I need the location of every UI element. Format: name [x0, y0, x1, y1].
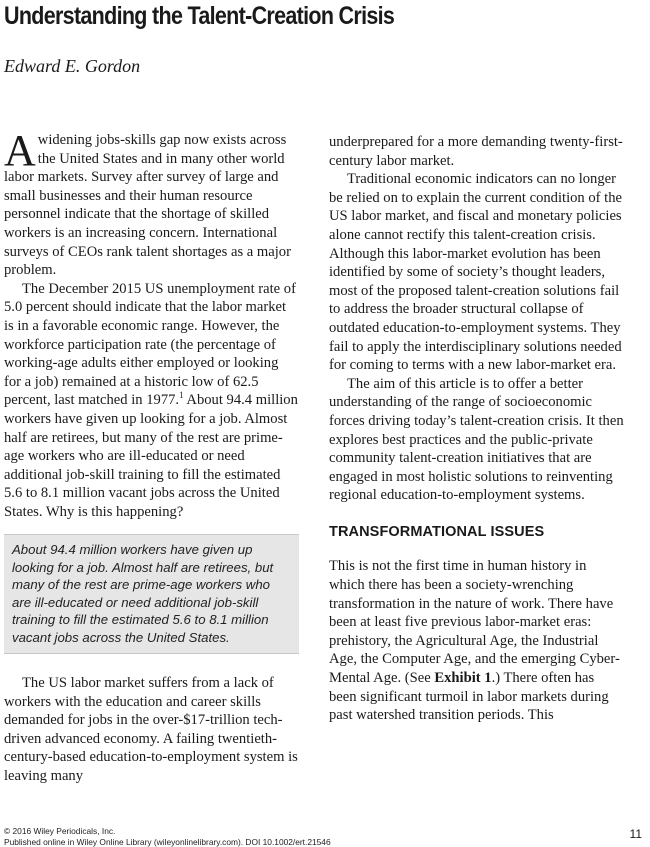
- transformation-paragraph: [329, 557, 624, 724]
- section-heading: TRANSFORMATIONAL ISSUES: [329, 523, 545, 540]
- intro-text: widening jobs-skills gap now exists across the United States and in many other world labor markets. Survey after survey of large and small businesses and their human resource personnel indicate that the shortage of skilled workers is an increasing concern. International surveys of CEOs rank talent shortages as a major problem.: [4, 132, 291, 279]
- author-name: Edward E. Gordon: [4, 56, 141, 76]
- article-title: Understanding the Talent-Creation Crisis: [4, 2, 395, 30]
- indicators-paragraph: Traditional economic indicators can no longer be relied on to explain the current condition of the US labor market, and fiscal and monetary policies alone cannot rectify this talent-creation crisis. Although this labor-market evolution has been identified by some of society’s thought leaders, most of the proposed talent-creation solutions fail to address the broader structural collapse of outdated education-to-employment systems. They fail to apply the interdisciplinary solutions needed for coming to terms with a new labor-market era.: [329, 171, 622, 374]
- unemployment-text-a: The December 2015 US unemployment rate of 5.0 percent should indicate that the labor market is in a favorable economic range. However, the workforce participation rate (the percentage of working-age adults either employed or looking for a job) remained at a historic low of 62.5 percent, last matched in 1977.: [4, 280, 296, 409]
- pull-quote: About 94.4 million workers have given up looking for a job. Almost half are retirees, but many of the rest are prime-age workers who are ill-educated or need additional job-skill training to fill the estimated 5.6 to 8.1 million vacant jobs across the United States.: [4, 534, 299, 653]
- unemployment-paragraph: [4, 280, 299, 522]
- drop-cap: A: [4, 126, 36, 175]
- right-column: [329, 133, 624, 725]
- page-footer: [4, 826, 331, 847]
- footnote-marker[interactable]: 1: [179, 390, 184, 401]
- transformation-text-b: .) There often has been significant turmoil in labor markets during past watershed transition periods. This: [329, 670, 609, 724]
- exhibit-reference[interactable]: Exhibit 1: [434, 670, 492, 687]
- publication-line: Published online in Wiley Online Library (wileyonlinelibrary.com). DOI 10.1002/ert.21546: [4, 836, 331, 847]
- aim-paragraph: The aim of this article is to offer a better understanding of the range of socioeconomic forces driving today’s talent-creation crisis. It then explores best practices and the public-private community talent-creation initiatives that are engaged in most holistic solutions to reinventing regional education-to-employment systems.: [329, 375, 624, 504]
- unemployment-text-b: About 94.4 million workers have given up looking for a job. Almost half are retirees, but many of the rest are prime-age workers who are ill-educated or need additional job-skill training to fill the estimated 5.6 to 8.1 million vacant jobs across the United States. Why is this happening?: [4, 392, 298, 520]
- transformation-text-a: This is not the first time in human history in which there has been a society-wrenching transformation in the nature of work. There have been at least five previous labor-market eras: prehistory, the Agricultural Age, the Industrial Age, the Computer Age, and the emerging Cyber-Mental Age. (See: [329, 558, 620, 687]
- page-number: 11: [629, 827, 642, 841]
- continued-paragraph: underprepared for a more demanding twenty-first-century labor market.: [329, 134, 623, 169]
- intro-paragraph: [4, 126, 299, 280]
- copyright-line: © 2016 Wiley Periodicals, Inc.: [4, 826, 116, 836]
- labor-market-paragraph: The US labor market suffers from a lack of workers with the education and career skills demanded for jobs in the over-$17-trillion tech-driven advanced economy. A failing twentieth-century-based education-to-employment system is leaving many: [4, 674, 298, 784]
- left-column: [4, 126, 299, 785]
